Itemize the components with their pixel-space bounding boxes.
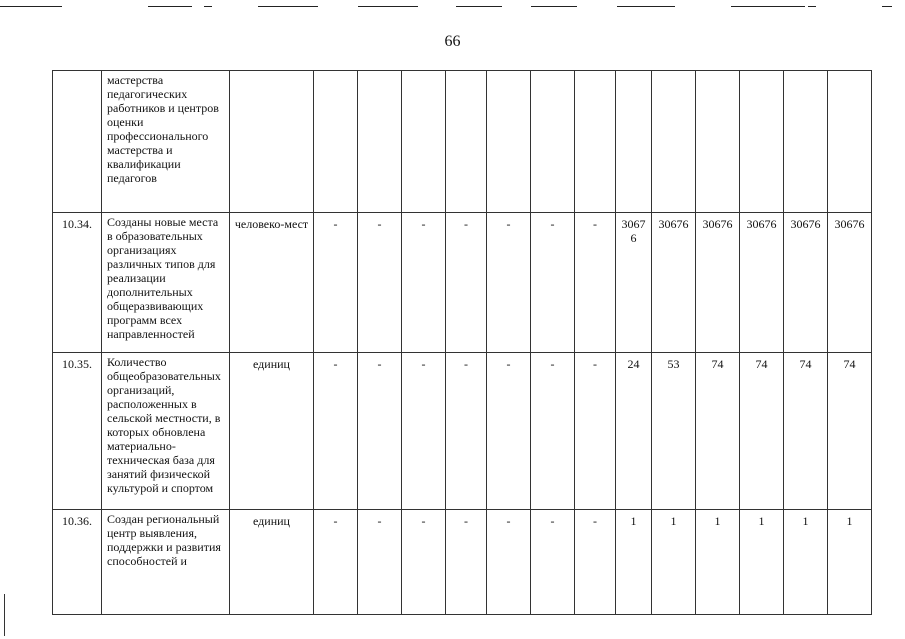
year-value-cell <box>784 71 828 213</box>
empty-year-value-cell: - <box>314 353 358 510</box>
table-row <box>53 510 872 615</box>
year-value-cell <box>828 71 872 213</box>
year-value-cell: 74 <box>784 353 828 510</box>
row-number-cell: 10.35. <box>53 353 102 510</box>
empty-year-value-cell: - <box>314 510 358 615</box>
indicator-description-cell: Создан региональный центр выявления, поддержки и развития способностей и <box>102 510 230 615</box>
empty-year-value-cell: - <box>487 213 531 353</box>
empty-year-value-cell: - <box>575 213 616 353</box>
empty-year-value-cell <box>358 71 402 213</box>
empty-year-value-cell <box>314 71 358 213</box>
year-value-cell: 30676 <box>616 213 652 353</box>
year-value-cell <box>652 71 696 213</box>
empty-year-value-cell: - <box>402 353 446 510</box>
year-value-cell: 30676 <box>696 213 740 353</box>
indicator-description-cell: Созданы новые места в образовательных организациях различных типов для реализации дополнительных общеразвивающих программ всех направленностей <box>102 213 230 353</box>
year-value-cell: 30676 <box>652 213 696 353</box>
empty-year-value-cell <box>575 71 616 213</box>
page-number: 66 <box>444 33 461 50</box>
empty-year-value-cell: - <box>358 213 402 353</box>
unit-cell: единиц <box>230 510 314 615</box>
margin-mark <box>4 594 5 636</box>
empty-year-value-cell: - <box>314 213 358 353</box>
year-value-cell: 74 <box>740 353 784 510</box>
year-value-cell <box>616 71 652 213</box>
year-value-cell: 1 <box>652 510 696 615</box>
empty-year-value-cell: - <box>402 213 446 353</box>
year-value-cell: 30676 <box>784 213 828 353</box>
year-value-cell <box>696 71 740 213</box>
unit-cell <box>230 71 314 213</box>
indicator-table <box>52 70 872 615</box>
year-value-cell: 1 <box>740 510 784 615</box>
empty-year-value-cell: - <box>358 510 402 615</box>
table-row <box>53 213 872 353</box>
table-row <box>53 71 872 213</box>
unit-cell: единиц <box>230 353 314 510</box>
empty-year-value-cell: - <box>487 353 531 510</box>
year-value-cell: 1 <box>696 510 740 615</box>
table-row <box>53 353 872 510</box>
empty-year-value-cell: - <box>575 353 616 510</box>
indicator-description-cell: Количество общеобразовательных организаций, расположенных в сельской местности, в которых обновлена материально-техническая база для занятий физической культурой и спортом <box>102 353 230 510</box>
empty-year-value-cell: - <box>575 510 616 615</box>
year-value-cell: 1 <box>828 510 872 615</box>
year-value-cell: 1 <box>616 510 652 615</box>
row-number-cell <box>53 71 102 213</box>
row-number-cell: 10.36. <box>53 510 102 615</box>
year-value-cell: 53 <box>652 353 696 510</box>
empty-year-value-cell: - <box>402 510 446 615</box>
year-value-cell: 74 <box>696 353 740 510</box>
year-value-cell: 30676 <box>740 213 784 353</box>
empty-year-value-cell: - <box>446 353 487 510</box>
unit-cell: человеко-мест <box>230 213 314 353</box>
year-value-cell: 1 <box>784 510 828 615</box>
year-value-cell: 24 <box>616 353 652 510</box>
empty-year-value-cell: - <box>531 213 575 353</box>
empty-year-value-cell: - <box>358 353 402 510</box>
empty-year-value-cell <box>531 71 575 213</box>
empty-year-value-cell <box>402 71 446 213</box>
empty-year-value-cell: - <box>531 510 575 615</box>
empty-year-value-cell: - <box>531 353 575 510</box>
indicator-description-cell: мастерства педагогических работников и центров оценки профессионального мастерства и квалификации педагогов <box>102 71 230 213</box>
empty-year-value-cell: - <box>487 510 531 615</box>
empty-year-value-cell: - <box>446 510 487 615</box>
scan-artifact-lines <box>0 0 905 14</box>
year-value-cell <box>740 71 784 213</box>
year-value-cell: 74 <box>828 353 872 510</box>
row-number-cell: 10.34. <box>53 213 102 353</box>
empty-year-value-cell <box>487 71 531 213</box>
year-value-cell: 30676 <box>828 213 872 353</box>
empty-year-value-cell: - <box>446 213 487 353</box>
empty-year-value-cell <box>446 71 487 213</box>
